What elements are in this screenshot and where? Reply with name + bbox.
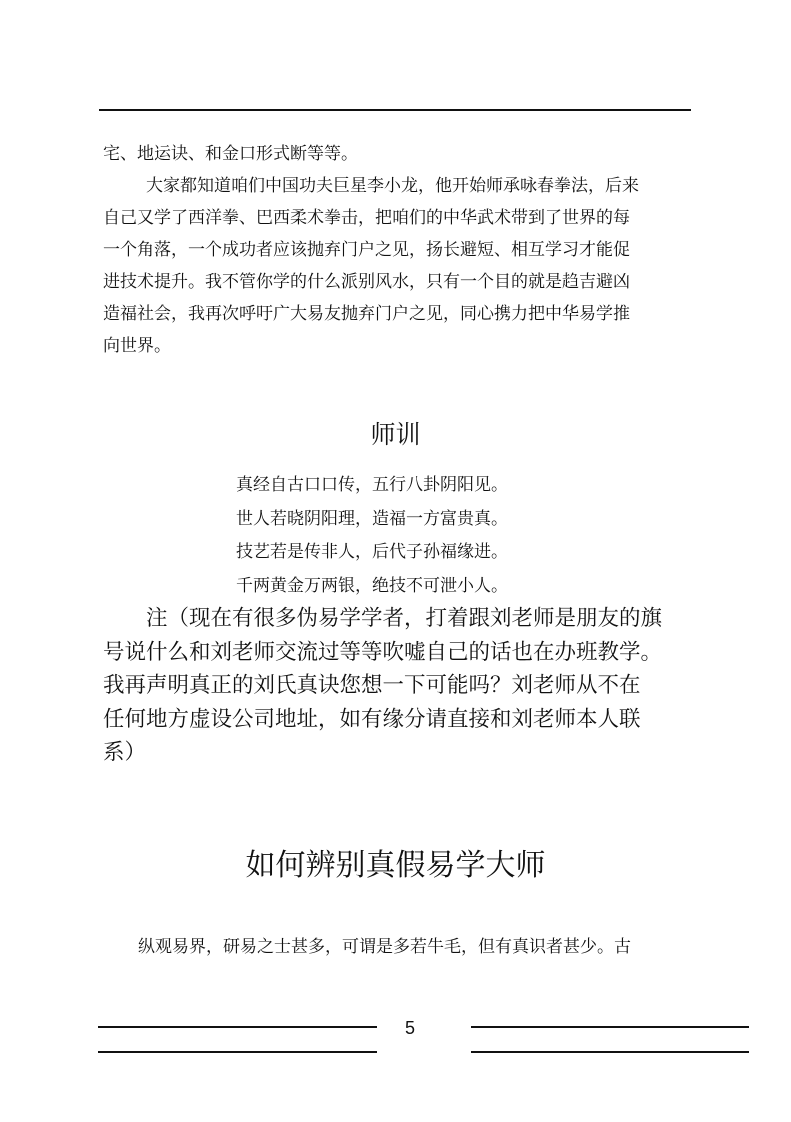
note-line: 号说什么和刘老师交流过等等吹嘘自己的话也在办班教学。 (103, 639, 663, 665)
footer-rule-left-upper (98, 1026, 377, 1028)
paragraph-line: 向世界。 (103, 336, 171, 356)
section-title-shixun: 师训 (370, 420, 421, 449)
note-line: 系） (103, 740, 147, 765)
poem-line: 千两黄金万两银，绝技不可泄小人。 (236, 575, 508, 596)
footer-rule-right-upper (471, 1026, 749, 1028)
paragraph-line: 大家都知道咱们中国功夫巨星李小龙，他开始师承咏春拳法，后来 (146, 176, 639, 196)
paragraph-line: 进技术提升。我不管你学的什么派别风水，只有一个目的就是趋吉避凶 (103, 272, 630, 292)
intro-paragraph (103, 138, 693, 362)
paragraph-line: 宅、地运诀、和金口形式断等等。 (103, 144, 358, 164)
paragraph-line: 自己又学了西洋拳、巴西柔术拳击，把咱们的中华武术带到了世界的每 (103, 208, 630, 228)
footer-rule-left-lower (98, 1051, 377, 1053)
note-line: 任何地方虚设公司地址，如有缘分请直接和刘老师本人联 (103, 706, 641, 732)
note-line: 注（现在有很多伪易学学者，打着跟刘老师是朋友的旗 (146, 606, 663, 631)
poem-line: 世人若晓阴阳理，造福一方富贵真。 (236, 508, 508, 529)
header-rule (99, 109, 691, 111)
paragraph-line: 一个角落，一个成功者应该抛弃门户之见，扬长避短、相互学习才能促 (103, 240, 630, 260)
note-paragraph (103, 602, 662, 770)
poem-line: 技艺若是传非人，后代子孙福缘进。 (236, 542, 508, 562)
poem-line: 真经自古口口传，五行八卦阴阳见。 (236, 475, 508, 495)
page-number: 5 (404, 1018, 415, 1038)
section-title-identify-masters: 如何辨别真假易学大师 (245, 848, 546, 883)
paragraph-line: 造福社会，我再次呼吁广大易友抛弃门户之见，同心携力把中华易学推 (103, 304, 630, 324)
footer-rule-right-lower (471, 1051, 749, 1053)
poem-block (236, 469, 508, 603)
note-line: 我再声明真正的刘氏真诀您想一下可能吗？刘老师从不在 (103, 673, 641, 698)
section-2-first-line: 纵观易界，研易之士甚多，可谓是多若牛毛，但有真识者甚少。古 (138, 937, 631, 957)
